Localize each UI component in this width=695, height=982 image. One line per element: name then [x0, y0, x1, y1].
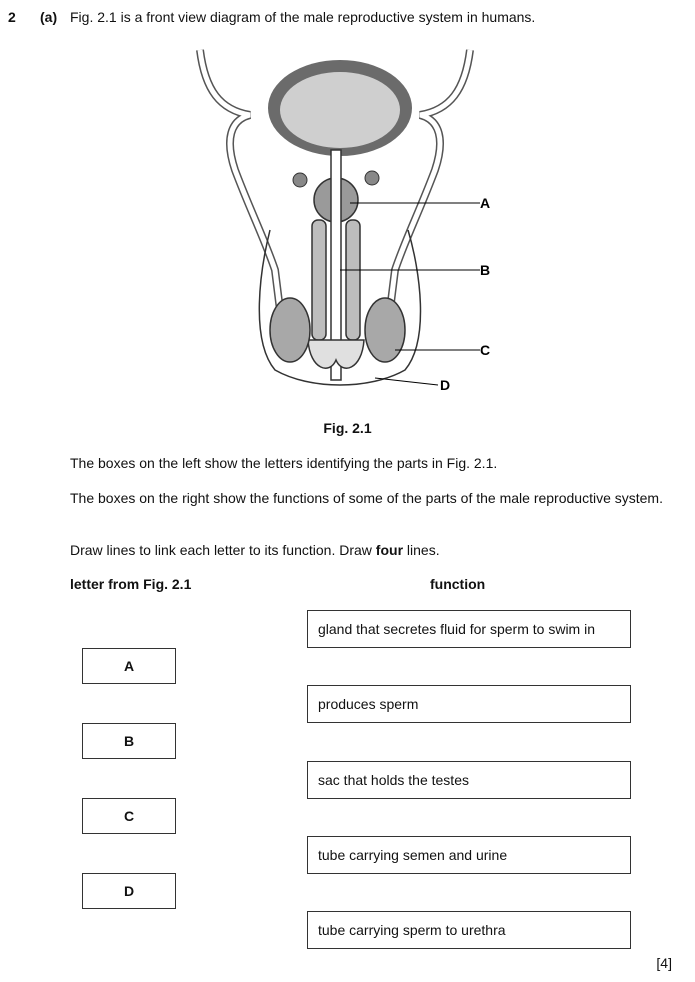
vas-deferens-left-inner: [200, 50, 280, 310]
erectile-tissue-left: [312, 220, 326, 340]
diagram-svg: [180, 40, 520, 400]
instruction-paragraph-3: [70, 542, 672, 559]
instruction-p3-before: Draw lines to link each letter to its function. Draw: [70, 542, 376, 558]
letter-box-b[interactable]: B: [82, 723, 176, 759]
label-line-d: [375, 378, 438, 385]
function-box-5[interactable]: tube carrying sperm to urethra: [307, 911, 631, 949]
label-a: A: [480, 195, 491, 211]
question-number: 2: [8, 9, 16, 25]
instruction-p3-bold: four: [375, 542, 404, 558]
letter-column-header: letter from Fig. 2.1: [70, 576, 192, 592]
function-column-header: function: [430, 576, 486, 592]
function-box-3[interactable]: sac that holds the testes: [307, 761, 631, 799]
question-part: (a): [40, 9, 58, 25]
seminal-vesicle-right: [365, 171, 379, 185]
instruction-paragraph-2: The boxes on the right show the functions of some of the parts of the male reproductive system.: [70, 490, 663, 506]
figure-caption: Fig. 2.1: [323, 420, 372, 436]
marks-total: [4]: [656, 955, 672, 971]
instruction-paragraph-1: The boxes on the left show the letters identifying the parts in Fig. 2.1.: [70, 455, 498, 471]
label-b: B: [480, 262, 491, 278]
label-d: D: [440, 377, 451, 393]
reproductive-system-diagram: [180, 40, 520, 400]
testis-left: [270, 298, 310, 362]
erectile-tissue-right: [346, 220, 360, 340]
bladder-interior: [280, 72, 400, 148]
function-box-2[interactable]: produces sperm: [307, 685, 631, 723]
function-box-1[interactable]: gland that secretes fluid for sperm to swim in: [307, 610, 631, 648]
letter-box-d[interactable]: D: [82, 873, 176, 909]
testis-right: [365, 298, 405, 362]
letter-box-a[interactable]: A: [82, 648, 176, 684]
seminal-vesicle-left: [293, 173, 307, 187]
label-c: C: [480, 342, 491, 358]
letter-box-c[interactable]: C: [82, 798, 176, 834]
instruction-p3-after: lines.: [403, 542, 440, 558]
function-box-4[interactable]: tube carrying semen and urine: [307, 836, 631, 874]
question-intro: Fig. 2.1 is a front view diagram of the male reproductive system in humans.: [70, 9, 536, 25]
